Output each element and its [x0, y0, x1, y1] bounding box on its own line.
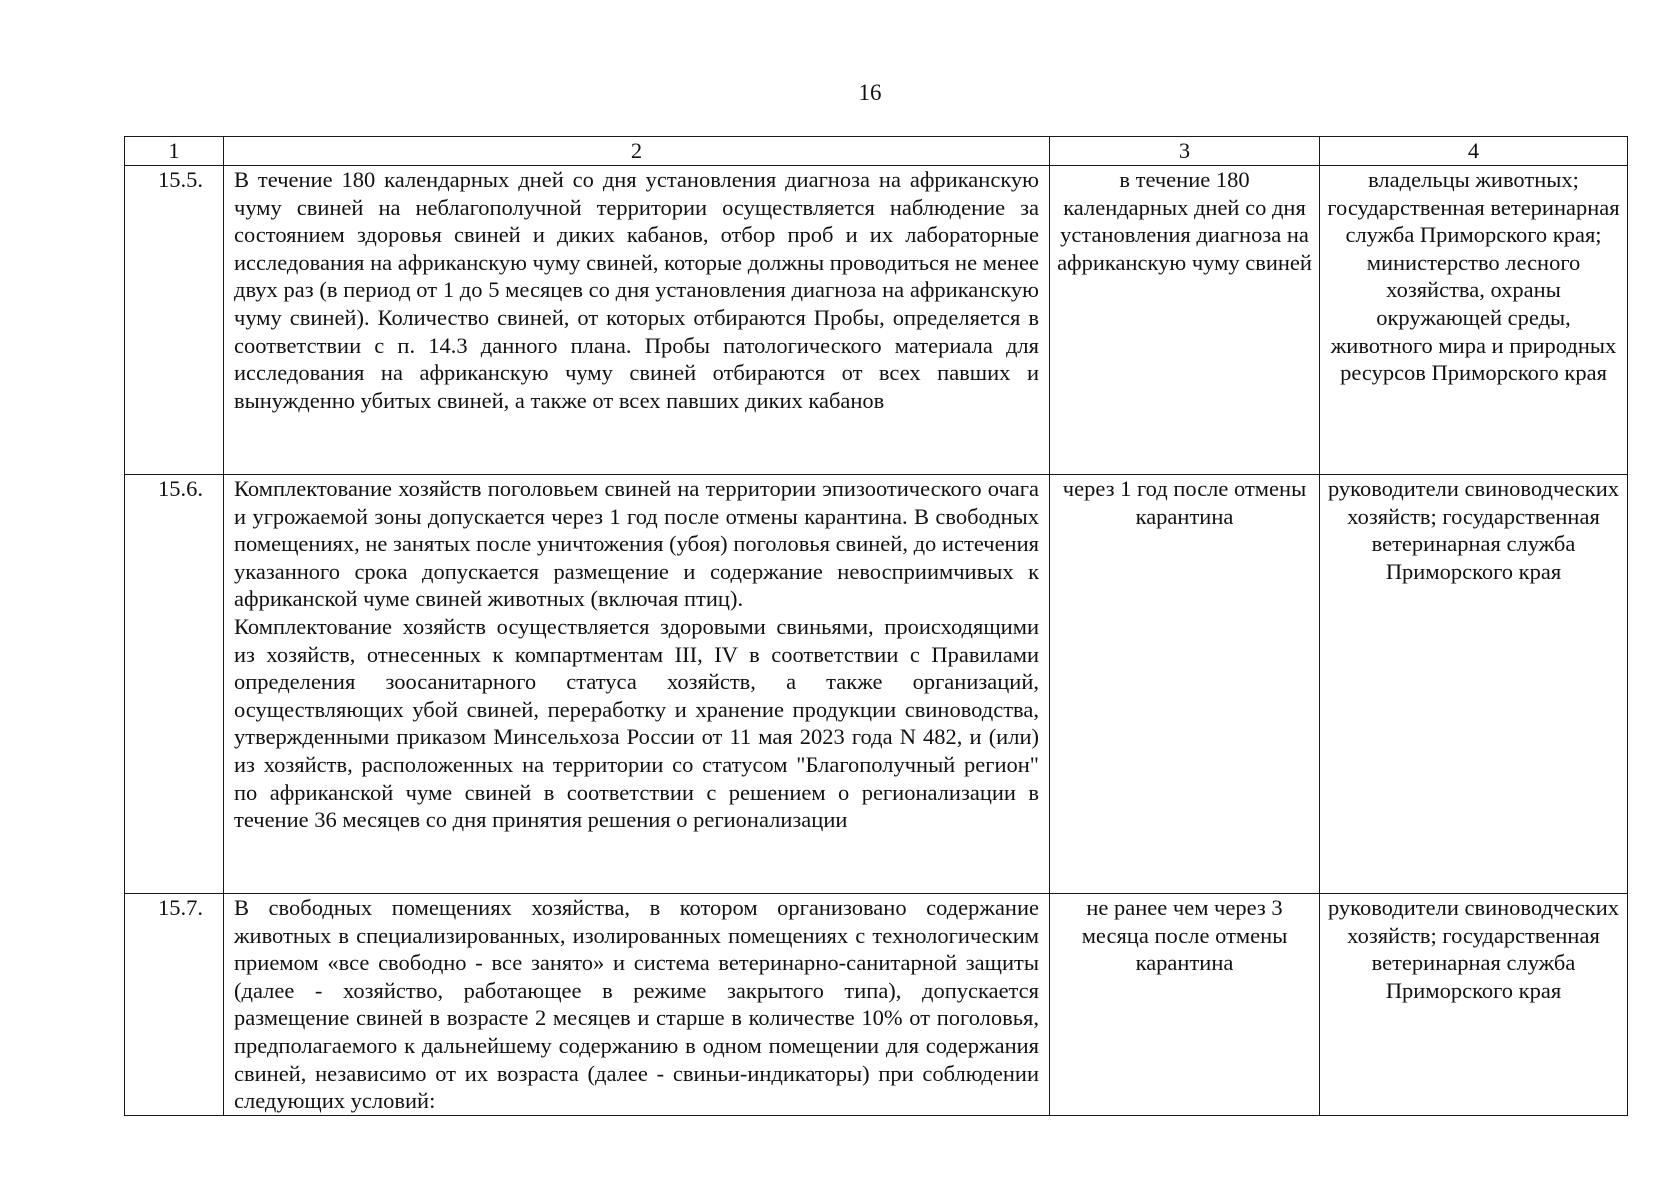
- table-header-row: [125, 137, 1628, 166]
- column-header-1: 1: [125, 137, 224, 166]
- measure-paragraph: Комплектование хозяйств осуществляется здоровыми свиньями, происходящими из хозяйств, отнесенных к компартментам III, IV в соответствии с Правилами определения зоосанитарного статуса хозяйств, а также организаций, осуществляющих убой свиней, переработку и хранение продукции свиноводства, утвержденными приказом Минсельхоза России от 11 мая 2023 года N 482, и (или) из хозяйств, расположенных на территории со статусом "Благополучный регион" по африканской чуме свиней в соответствии с решением о регионализации в течение 36 месяцев со дня принятия решения о регионализации: [234, 613, 1039, 833]
- measure-responsible: владельцы животных; государственная ветеринарная служба Приморского края; министерство лесного хозяйства, охраны окружающей среды, животного мира и природных ресурсов Приморского края: [1320, 166, 1628, 475]
- measure-term: через 1 год после отмены карантина: [1050, 475, 1320, 894]
- table-row: [125, 166, 1628, 475]
- table-row: [125, 475, 1628, 894]
- table-row: [125, 894, 1628, 1116]
- column-header-4: 4: [1320, 137, 1628, 166]
- measure-paragraph: Комплектование хозяйств поголовьем свиней на территории эпизоотического очага и угрожаемой зоны допускается через 1 год после отмены карантина. В свободных помещениях, не занятых после уничтожения (убоя) поголовья свиней, до истечения указанного срока допускается размещение и содержание невосприимчивых к африканской чуме свиней животных (включая птиц).: [234, 476, 1039, 612]
- measure-responsible: руководители свиноводческих хозяйств; государственная ветеринарная служба Приморского края: [1320, 475, 1628, 894]
- measure-paragraph: В свободных помещениях хозяйства, в котором организовано содержание животных в специализированных, изолированных помещениях с технологическим приемом «все свободно - все занято» и система ветеринарно-санитарной защиты (далее - хозяйство, работающее в режиме закрытого типа), допускается размещение свиней в возрасте 2 месяцев и старше в количестве 10% от поголовья, предполагаемого к дальнейшему содержанию в одном помещении для содержания свиней, независимо от их возраста (далее - свиньи-индикаторы) при соблюдении следующих условий:: [234, 895, 1039, 1114]
- measure-description: [224, 894, 1050, 1116]
- column-header-3: 3: [1050, 137, 1320, 166]
- measure-description: [224, 475, 1050, 894]
- page-number: 16: [858, 80, 882, 105]
- measure-responsible: руководители свиноводческих хозяйств; государственная ветеринарная служба Приморского края: [1320, 894, 1628, 1116]
- measure-term: не ранее чем через 3 месяца после отмены карантина: [1050, 894, 1320, 1116]
- item-number: 15.6.: [125, 475, 224, 894]
- item-number: 15.7.: [125, 894, 224, 1116]
- measure-term: в течение 180 календарных дней со дня установления диагноза на африканскую чуму свиней: [1050, 166, 1320, 475]
- item-number: 15.5.: [125, 166, 224, 475]
- measure-description: [224, 166, 1050, 475]
- measures-table: [124, 136, 1628, 1116]
- column-header-2: 2: [224, 137, 1050, 166]
- measure-paragraph: В течение 180 календарных дней со дня установления диагноза на африканскую чуму свиней на неблагополучной территории осуществляется наблюдение за состоянием здоровья свиней и диких кабанов, отбор проб и их лабораторные исследования на африканскую чуму свиней, которые должны проводиться не менее двух раз (в период от 1 до 5 месяцев со дня установления диагноза на африканскую чуму свиней). Количество свиней, от которых отбираются Пробы, определяется в соответствии с п. 14.3 данного плана. Пробы патологического материала для исследования на африканскую чуму свиней отбираются от всех павших и вынужденно убитых свиней, а также от всех павших диких кабанов: [234, 167, 1039, 413]
